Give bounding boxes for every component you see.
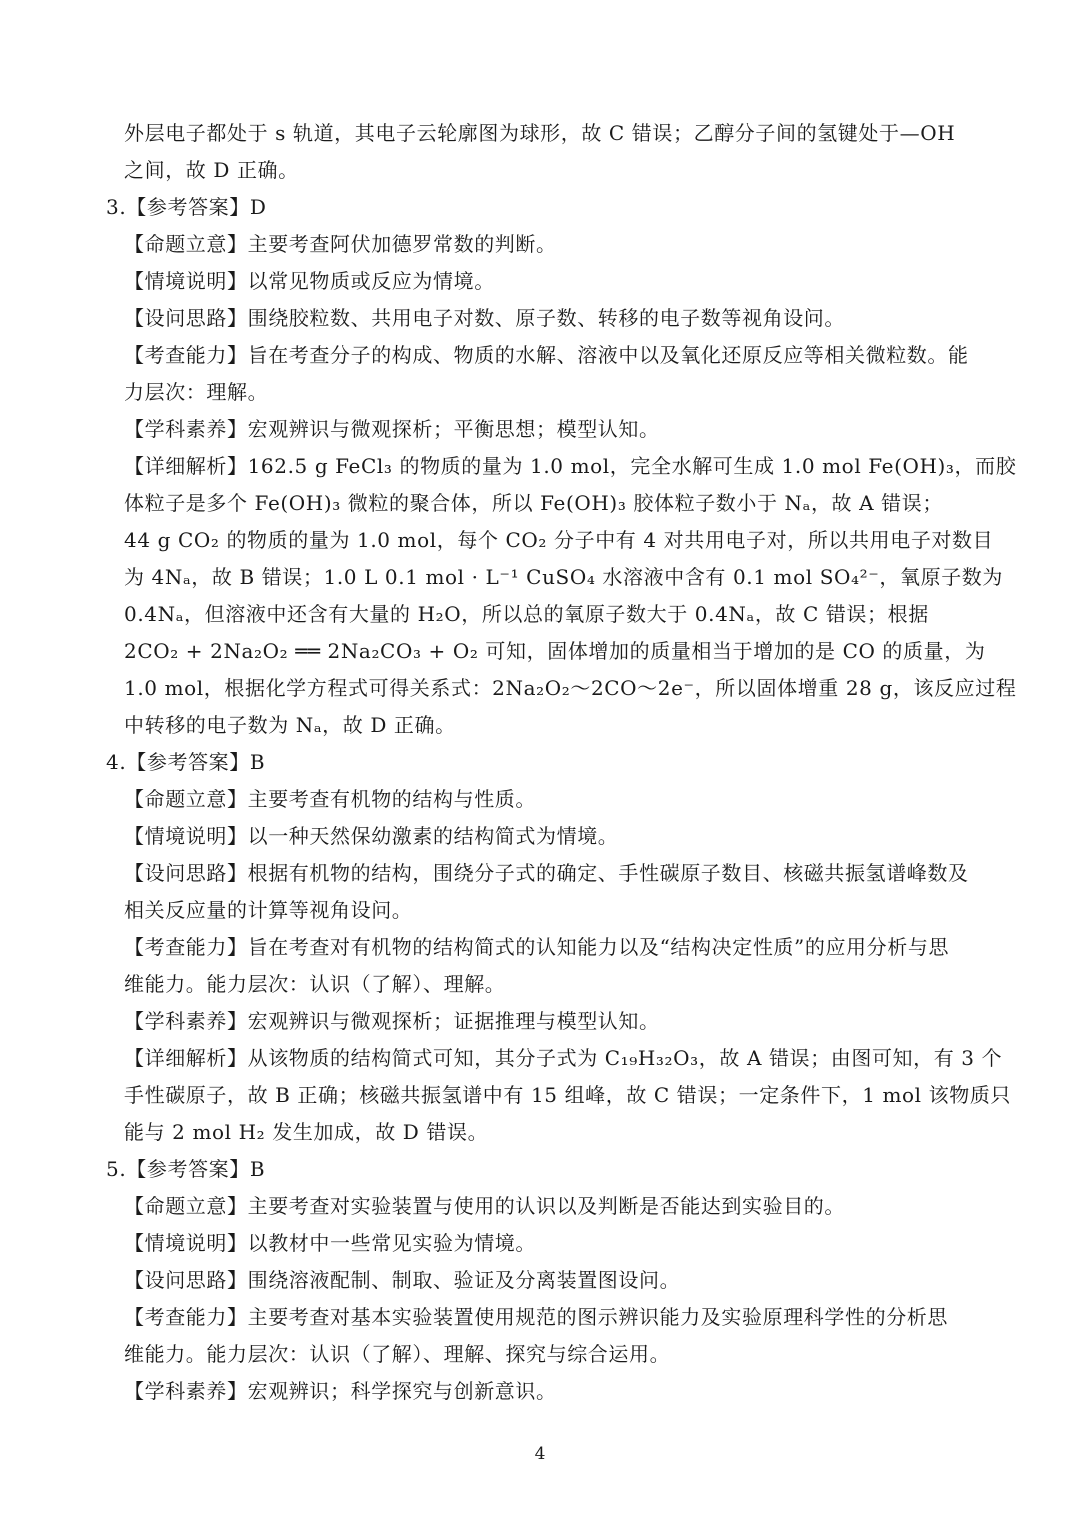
- text-line: 维能力。能力层次：认识（了解）、理解、探究与综合运用。: [124, 1342, 671, 1366]
- text-line: 外层电子都处于 s 轨道，其电子云轮廓图为球形，故 C 错误；乙醇分子间的氢键处于—OH: [124, 121, 956, 145]
- text-line: 【设问思路】围绕溶液配制、制取、验证及分离装置图设问。: [124, 1268, 681, 1292]
- question-heading: 3.【参考答案】D: [106, 195, 267, 219]
- text-line: 【情境说明】以一种天然保幼激素的结构简式为情境。: [124, 824, 619, 848]
- text-line: 体粒子是多个 Fe(OH)₃ 微粒的聚合体，所以 Fe(OH)₃ 胶体粒子数小于 Nₐ，故 A 错误；: [124, 491, 943, 515]
- text-line: 能与 2 mol H₂ 发生加成，故 D 错误。: [124, 1120, 489, 1144]
- text-line: 0.4Nₐ，但溶液中还含有大量的 H₂O，所以总的氧原子数大于 0.4Nₐ，故 C 错误；根据: [124, 602, 929, 626]
- text-line: 【情境说明】以教材中一些常见实验为情境。: [124, 1231, 536, 1255]
- text-line: 为 4Nₐ，故 B 错误；1.0 L 0.1 mol · L⁻¹ CuSO₄ 水溶液中含有 0.1 mol SO₄²⁻，氧原子数为: [124, 565, 1003, 589]
- text-line: 【详细解析】从该物质的结构简式可知，其分子式为 C₁₉H₃₂O₃，故 A 错误；由图可知，有 3 个: [124, 1046, 1003, 1070]
- text-line: 【学科素养】宏观辨识与微观探析；证据推理与模型认知。: [124, 1009, 660, 1033]
- text-line: 【学科素养】宏观辨识；科学探究与创新意识。: [124, 1379, 557, 1403]
- text-line: 中转移的电子数为 Nₐ，故 D 正确。: [124, 713, 456, 737]
- text-line: 维能力。能力层次：认识（了解）、理解。: [124, 972, 506, 996]
- text-line: 之间，故 D 正确。: [124, 158, 299, 182]
- text-line: 【学科素养】宏观辨识与微观探析；平衡思想；模型认知。: [124, 417, 660, 441]
- text-line: 手性碳原子，故 B 正确；核磁共振氢谱中有 15 组峰，故 C 错误；一定条件下，1 mol 该物质只: [124, 1083, 1012, 1107]
- text-line: 【命题立意】主要考查有机物的结构与性质。: [124, 787, 536, 811]
- text-line: 【情境说明】以常见物质或反应为情境。: [124, 269, 495, 293]
- text-line: 【详细解析】162.5 g FeCl₃ 的物质的量为 1.0 mol，完全水解可生成 1.0 mol Fe(OH)₃，而胶: [124, 454, 1017, 478]
- text-line: 【考查能力】主要考查对基本实验装置使用规范的图示辨识能力及实验原理科学性的分析思: [124, 1305, 948, 1329]
- text-line: 1.0 mol，根据化学方程式可得关系式：2Na₂O₂～2CO～2e⁻，所以固体增重 28 g，该反应过程: [124, 676, 1017, 700]
- page-number: 4: [534, 1444, 546, 1464]
- text-line: 2CO₂ + 2Na₂O₂ ══ 2Na₂CO₃ + O₂ 可知，固体增加的质量相当于增加的是 CO 的质量，为: [124, 639, 986, 663]
- question-heading: 4.【参考答案】B: [106, 750, 266, 774]
- text-line: 【命题立意】主要考查对实验装置与使用的认识以及判断是否能达到实验目的。: [124, 1194, 845, 1218]
- text-line: 【设问思路】围绕胶粒数、共用电子对数、原子数、转移的电子数等视角设问。: [124, 306, 845, 330]
- question-heading: 5.【参考答案】B: [106, 1157, 266, 1181]
- text-line: 力层次：理解。: [124, 380, 269, 404]
- text-line: 44 g CO₂ 的物质的量为 1.0 mol，每个 CO₂ 分子中有 4 对共用电子对，所以共用电子对数目: [124, 528, 994, 552]
- text-line: 【考查能力】旨在考查分子的构成、物质的水解、溶液中以及氧化还原反应等相关微粒数。能: [124, 343, 969, 367]
- text-line: 相关反应量的计算等视角设问。: [124, 898, 413, 922]
- text-line: 【命题立意】主要考查阿伏加德罗常数的判断。: [124, 232, 557, 256]
- text-line: 【考查能力】旨在考查对有机物的结构简式的认知能力以及“结构决定性质”的应用分析与思: [124, 935, 950, 959]
- text-line: 【设问思路】根据有机物的结构，围绕分子式的确定、手性碳原子数目、核磁共振氢谱峰数及: [124, 861, 969, 885]
